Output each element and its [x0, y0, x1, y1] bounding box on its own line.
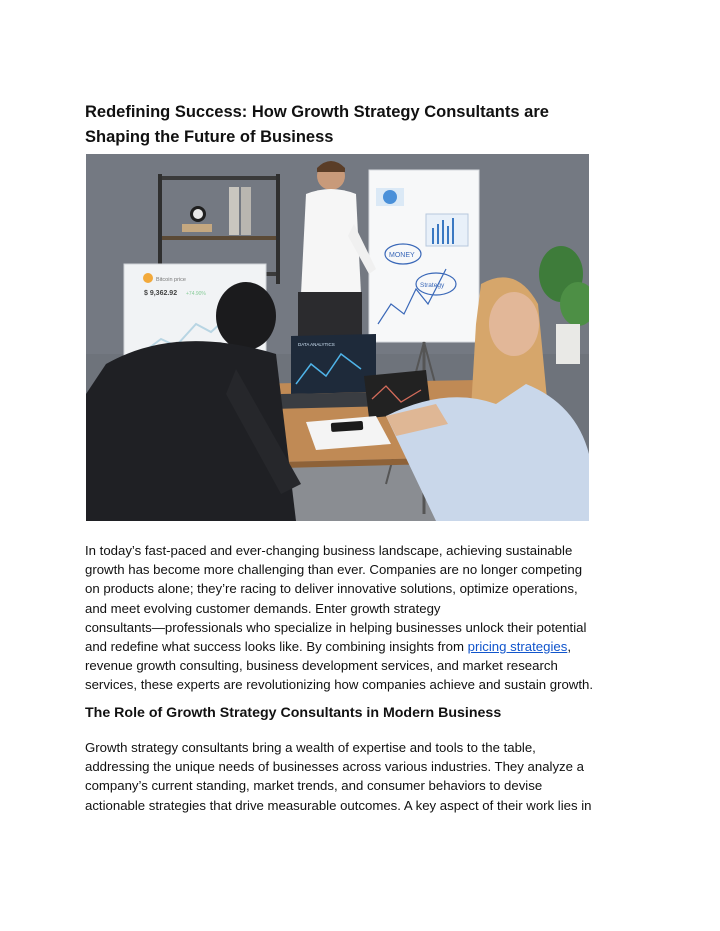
monitor-change: +74.90% [186, 291, 206, 297]
monitor-price: $ 9,362.92 [144, 290, 178, 297]
monitor-coin-label: Bitcoin price [156, 277, 186, 283]
intro-line: and meet evolving customer demands. Enter growth strategy [85, 600, 441, 616]
section-heading: The Role of Growth Strategy Consultants in Modern Business [85, 705, 502, 721]
flipchart-word-money: MONEY [389, 252, 415, 259]
section-line: company’s current standing, market trends, and consumer behaviors to devise [85, 778, 543, 794]
intro-text-before-link: and redefine what success looks like. By combining insights from [85, 639, 468, 655]
paper-sheet [306, 416, 391, 450]
intro-text-after-link: , [567, 639, 571, 655]
intro-line [85, 637, 645, 656]
pricing-strategies-link[interactable]: pricing strategies [467, 639, 568, 655]
intro-line: on products alone; they’re racing to deliver innovative solutions, optimize operations, [85, 581, 578, 597]
flipchart-word-strategy: Strategy [420, 282, 445, 289]
article-title [85, 100, 625, 150]
intro-paragraph [85, 541, 645, 695]
intro-line: revenue growth consulting, business development services, and market research [85, 658, 558, 674]
section-line: addressing the unique needs of businesses across various industries. They analyze a [85, 759, 584, 775]
intro-line: consultants—professionals who specialize in helping businesses unlock their potential [85, 619, 587, 635]
intro-line: In today’s fast-paced and ever-changing business landscape, achieving sustainable [85, 543, 573, 558]
section-line: Growth strategy consultants bring a wealth of expertise and tools to the table, [85, 740, 536, 755]
intro-line: growth has become more challenging than ever. Companies are no longer competing [85, 562, 583, 578]
title-line-2: Shaping the Future of Business [85, 128, 334, 146]
laptop-screen-title: DATA ANALYTICS [298, 342, 335, 347]
intro-line: services, these experts are revolutionizing how companies achieve and sustain growth. [85, 677, 593, 693]
section-line: actionable strategies that drive measurable outcomes. A key aspect of their work lies in [85, 797, 592, 813]
article-photo [86, 154, 589, 521]
title-line-1: Redefining Success: How Growth Strategy Consultants are [85, 103, 549, 121]
section-paragraph [85, 738, 645, 815]
